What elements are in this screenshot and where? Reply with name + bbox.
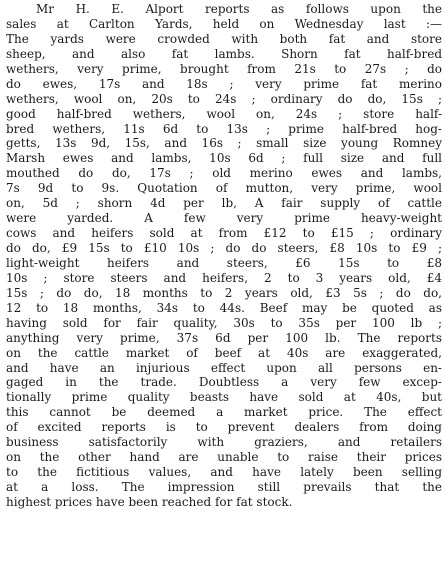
article-line: do ewes, 17s and 18s ; very prime fat merino <box>6 76 442 91</box>
article-line: sales at Carlton Yards, held on Wednesday last :— <box>6 16 442 31</box>
article-line: 12 to 18 months, 34s to 44s. Beef may be quoted as <box>6 300 442 315</box>
article-line: 15s ; do do, 18 months to 2 years old, £3 5s ; do do, <box>6 285 442 300</box>
article-line: to the fictitious values, and have lately been selling <box>6 465 442 480</box>
article-line: wethers, very prime, brought from 21s to 27s ; do <box>6 61 442 76</box>
article-line: Marsh ewes and lambs, 10s 6d ; full size and full <box>6 151 442 166</box>
article-line: wethers, wool on, 20s to 24s ; ordinary do do, 15s ; <box>6 91 442 106</box>
article-line: cows and heifers sold at from £12 to £15 ; ordinary <box>6 226 442 241</box>
article-line: this cannot be deemed a market price. The effect <box>6 405 442 420</box>
article-line: having sold for fair quality, 30s to 35s per 100 lb ; <box>6 315 442 330</box>
article-line: light-weight heifers and steers, £6 15s to £8 <box>6 255 442 270</box>
article-line: do do, £9 15s to £10 10s ; do do steers, £8 10s to £9 ; <box>6 241 442 255</box>
article-line: tionally prime quality beasts have sold at 40s, but <box>6 390 442 405</box>
article-line: mouthed do do, 17s ; old merino ewes and lambs, <box>6 166 442 181</box>
article-line: highest prices have been reached for fat stock. <box>6 494 293 509</box>
article-line: anything very prime, 37s 6d per 100 lb. The reports <box>6 330 442 345</box>
article-line: on, 5d ; shorn 4d per lb, A fair supply of cattle <box>6 196 442 211</box>
article-line: The yards were crowded with both fat and store <box>6 31 442 46</box>
article-line: and have an injurious effect upon all persons en- <box>6 360 442 375</box>
article-line: on the other hand are unable to raise their prices <box>6 450 442 465</box>
article-line: at a loss. The impression still prevails that the <box>6 480 442 494</box>
article-line: Mr H. E. Alport reports as follows upon the <box>36 2 442 16</box>
article-line: were yarded. A few very prime heavy-weight <box>6 211 442 226</box>
article-line: of excited reports is to prevent dealers from doing <box>6 420 442 435</box>
article-line: business satisfactorily with graziers, and retailers <box>6 435 442 450</box>
article-line: getts, 13s 9d, 15s, and 16s ; small size young Romney <box>6 136 442 151</box>
article-line: 7s 9d to 9s. Quotation of mutton, very prime, wool <box>6 181 442 196</box>
article-line: sheep, and also fat lambs. Shorn fat half-bred <box>6 46 442 61</box>
article-line: good half-bred wethers, wool on, 24s ; store half- <box>6 106 442 121</box>
article-line: gaged in the trade. Doubtless a very few excep- <box>6 375 442 390</box>
article-line: 10s ; store steers and heifers, 2 to 3 years old, £4 <box>6 270 442 285</box>
article-line: bred wethers, 11s 6d to 13s ; prime half-bred hog- <box>6 121 442 136</box>
article-line: on the cattle market of beef at 40s are exaggerated, <box>6 345 442 360</box>
